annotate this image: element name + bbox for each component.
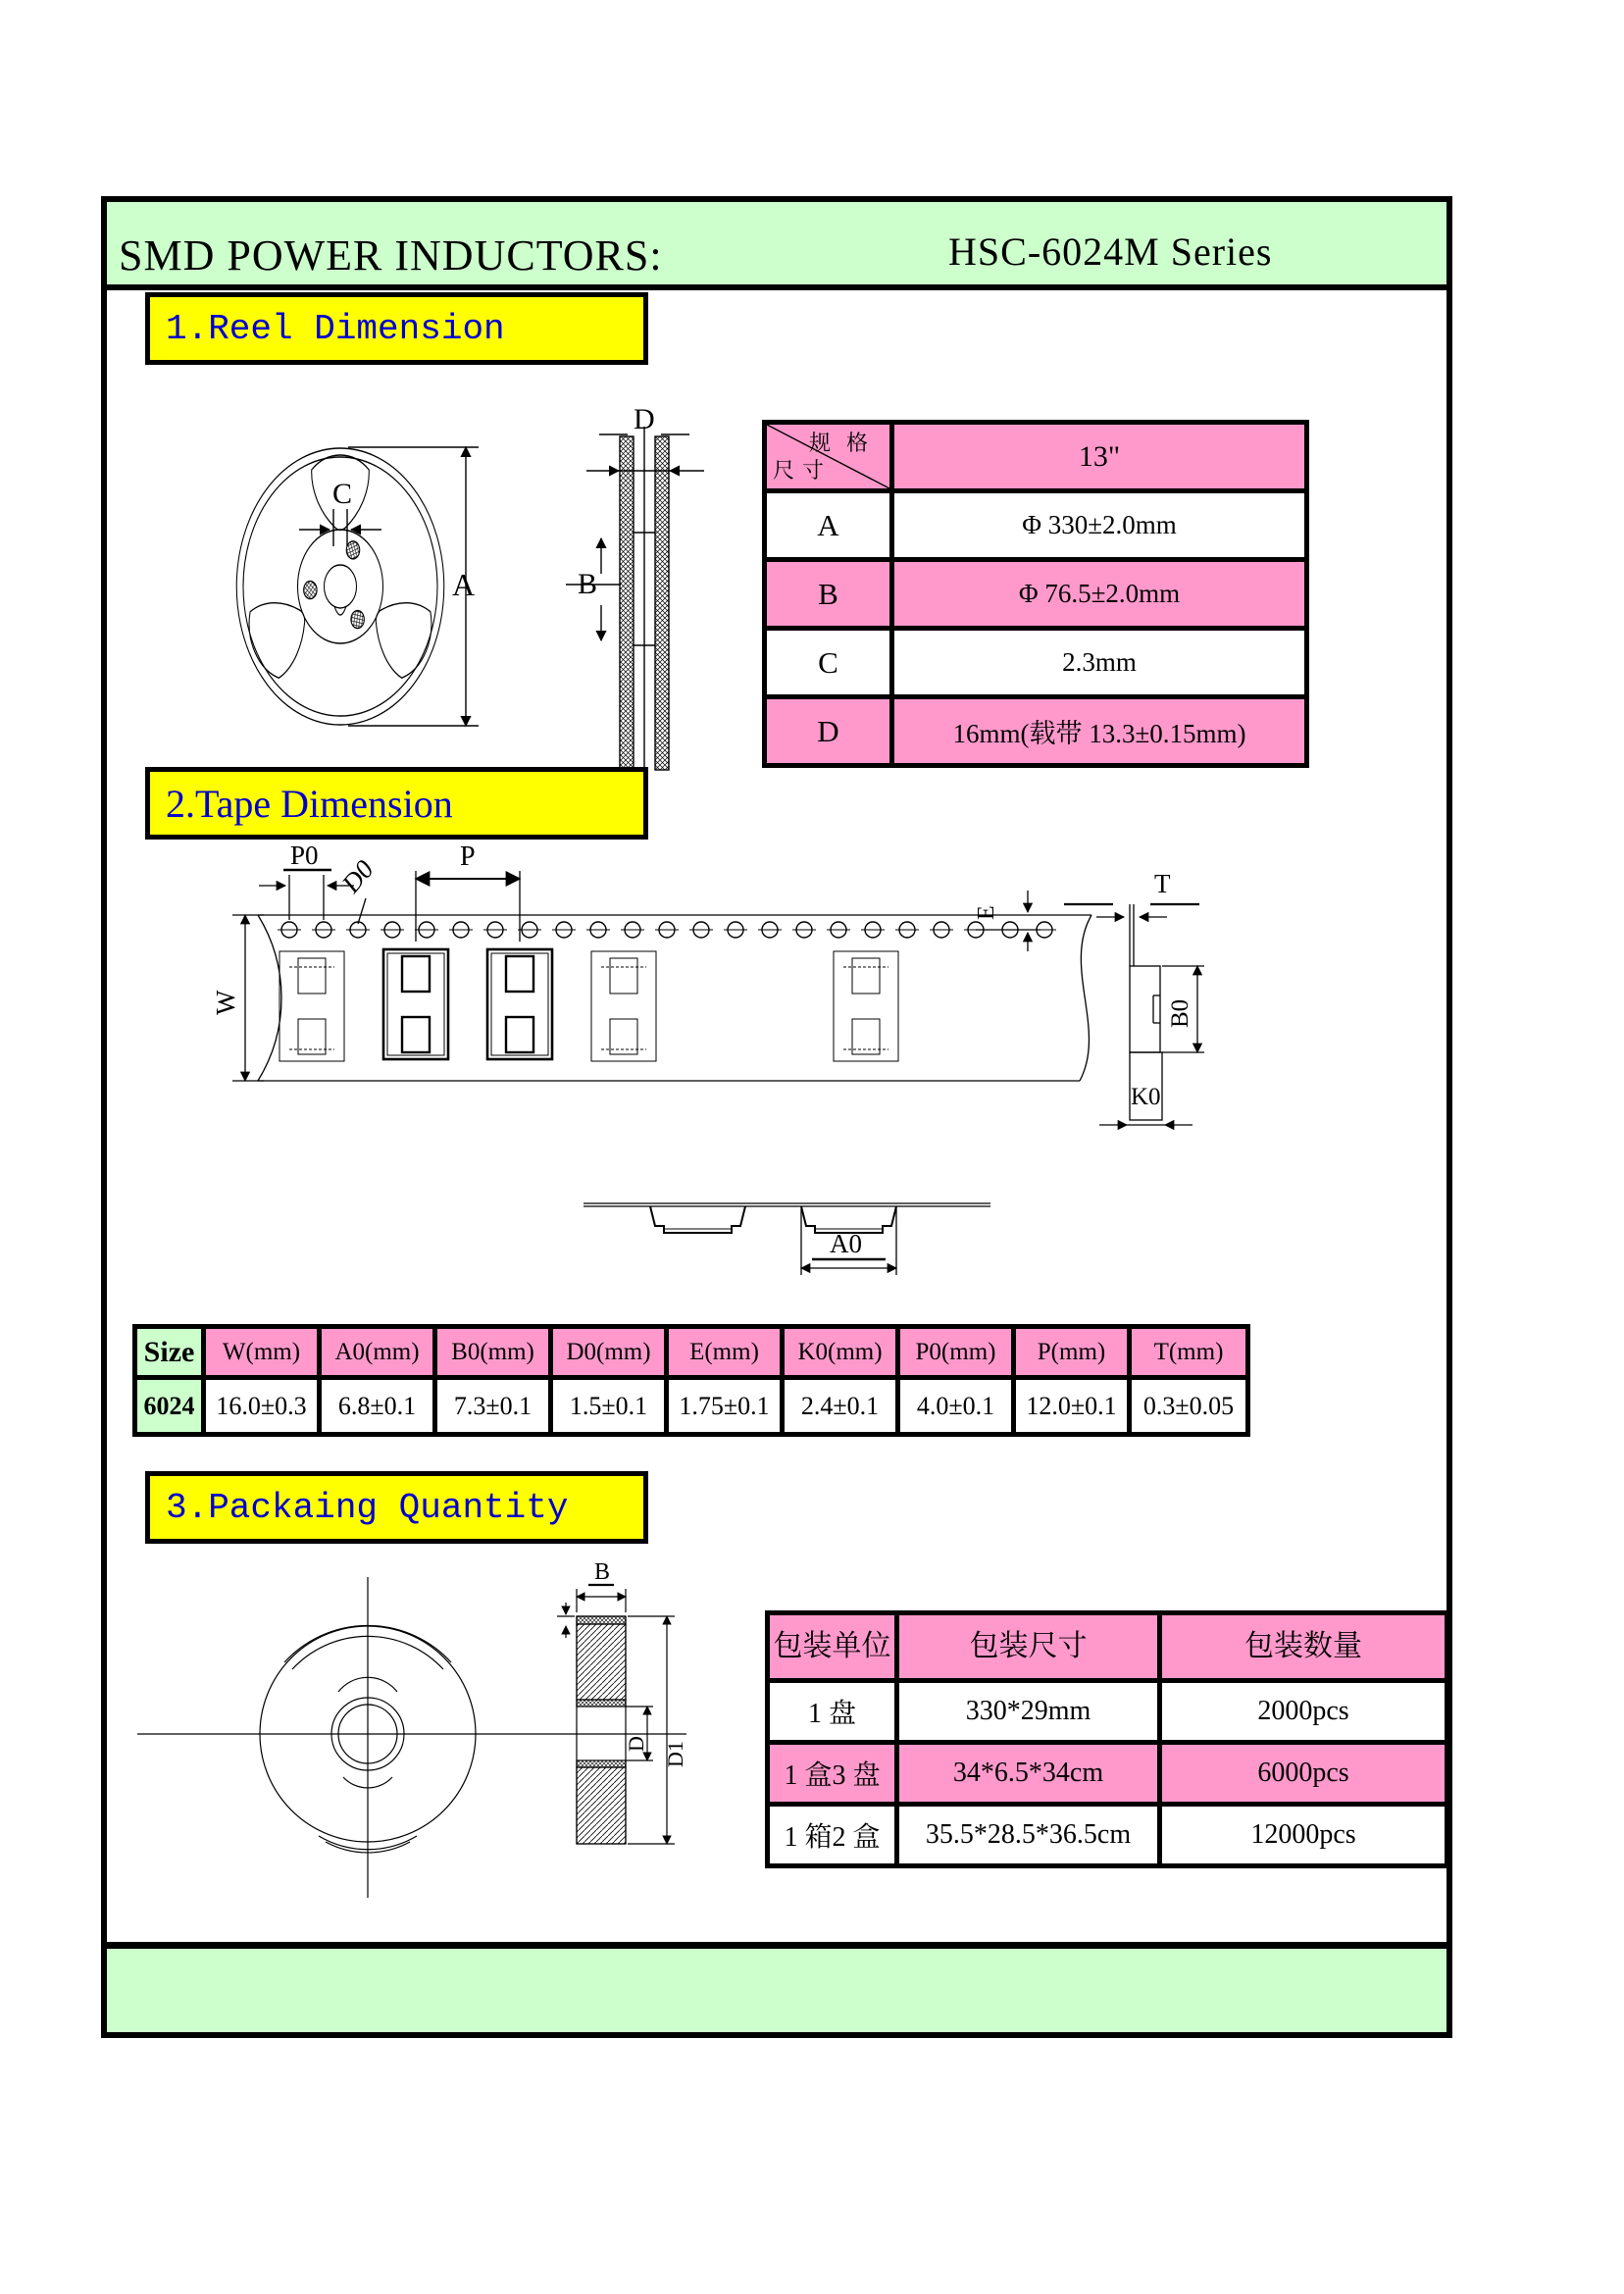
col-header-t: T(mm) [1130, 1327, 1248, 1378]
dim-label-b: B [578, 568, 598, 600]
row-value: 2.3mm [892, 629, 1307, 697]
packaging-side-view [557, 1585, 675, 1844]
row-label: A [765, 491, 892, 560]
packaging-header-row [768, 1613, 1447, 1681]
packaging-table [765, 1610, 1449, 1868]
cell-d0: 1.5±0.1 [551, 1378, 667, 1435]
cell-a0: 6.8±0.1 [320, 1378, 435, 1435]
col-header-size: Size [135, 1327, 204, 1378]
dim-label-p: P [460, 841, 476, 872]
tape-bottom-profile [584, 1203, 990, 1275]
corner-size-label: 尺寸 [773, 458, 833, 483]
dim-label-p0: P0 [290, 841, 319, 870]
section-3-title [145, 1471, 648, 1544]
col-header-p0: P0(mm) [898, 1327, 1014, 1378]
cell-qty: 12000pcs [1160, 1805, 1447, 1866]
col-header-k0: K0(mm) [783, 1327, 898, 1378]
dim-label-b: B [594, 1559, 611, 1585]
cell-p: 12.0±0.1 [1014, 1378, 1130, 1435]
section-2-label: 2.Tape Dimension [166, 781, 453, 826]
dim-label-a0: A0 [830, 1229, 862, 1258]
reel-size-header: 13" [892, 423, 1307, 491]
section-1-title [145, 292, 648, 365]
row-value: Φ 330±2.0mm [892, 491, 1307, 560]
packaging-diagram [137, 1559, 765, 1942]
dim-label-t: T [1154, 869, 1171, 898]
dim-label-d0: D0 [335, 854, 380, 898]
header-bar [107, 202, 1446, 290]
reel-table-corner-cell [765, 423, 892, 491]
cell-k0: 2.4±0.1 [783, 1378, 898, 1435]
cell-unit: 1 箱2 盒 [768, 1805, 897, 1866]
cell-size: 35.5*28.5*36.5cm [897, 1805, 1160, 1866]
row-label: B [765, 560, 892, 629]
cell-t: 0.3±0.05 [1130, 1378, 1248, 1435]
col-header-a0: A0(mm) [320, 1327, 435, 1378]
table-row [768, 1681, 1447, 1743]
reel-side-view [566, 427, 704, 776]
cell-p0: 4.0±0.1 [898, 1378, 1014, 1435]
cell-size: 6024 [135, 1378, 204, 1435]
size-table-header-row [135, 1327, 1248, 1378]
table-row [765, 560, 1307, 629]
dim-label-d1: D1 [663, 1741, 687, 1767]
col-header-qty: 包装数量 [1160, 1613, 1447, 1681]
footer-bar [107, 1942, 1446, 2032]
row-label: C [765, 629, 892, 697]
series-title: HSC-6024M Series [948, 229, 1273, 274]
table-row [768, 1805, 1447, 1866]
tape-size-table [132, 1324, 1250, 1437]
cell-qty: 2000pcs [1160, 1681, 1447, 1743]
cell-size: 34*6.5*34cm [897, 1743, 1160, 1805]
table-row [768, 1743, 1447, 1805]
col-header-size: 包装尺寸 [897, 1613, 1160, 1681]
col-header-p: P(mm) [1014, 1327, 1130, 1378]
dim-label-e: E [974, 905, 999, 920]
table-row [765, 629, 1307, 697]
cell-e: 1.75±0.1 [667, 1378, 783, 1435]
dim-label-c: C [332, 478, 353, 510]
cell-qty: 6000pcs [1160, 1743, 1447, 1805]
row-value: Φ 76.5±2.0mm [892, 560, 1307, 629]
col-header-e: E(mm) [667, 1327, 783, 1378]
col-header-b0: B0(mm) [435, 1327, 551, 1378]
cell-size: 330*29mm [897, 1681, 1160, 1743]
dim-label-w: W [211, 990, 240, 1015]
section-3-label: 3.Packaing Quantity [166, 1487, 569, 1528]
section-2-title [145, 767, 648, 840]
dim-label-d: D [624, 1736, 648, 1752]
cell-w: 16.0±0.3 [204, 1378, 320, 1435]
table-row [765, 697, 1307, 766]
reel-dimension-table [762, 420, 1309, 768]
row-label: D [765, 697, 892, 766]
datasheet-page [101, 196, 1452, 2038]
col-header-unit: 包装单位 [768, 1613, 897, 1681]
page-title: SMD POWER INDUCTORS: [119, 231, 663, 280]
col-header-w: W(mm) [204, 1327, 320, 1378]
cell-unit: 1 盘 [768, 1681, 897, 1743]
dim-label-d: D [634, 403, 655, 435]
table-row [765, 491, 1307, 560]
section-1-label: 1.Reel Dimension [166, 308, 505, 349]
cell-b0: 7.3±0.1 [435, 1378, 551, 1435]
tape-dimension-diagram [130, 843, 1405, 1334]
dim-label-k0: K0 [1131, 1084, 1161, 1110]
reel-dimension-diagram [140, 378, 748, 780]
corner-spec-label: 规格 [808, 431, 884, 455]
col-header-d0: D0(mm) [551, 1327, 667, 1378]
dim-label-a: A [452, 567, 476, 602]
size-table-value-row [135, 1378, 1248, 1435]
cell-unit: 1 盒3 盘 [768, 1743, 897, 1805]
dim-label-b0: B0 [1167, 998, 1193, 1028]
row-value: 16mm(载带 13.3±0.15mm) [892, 697, 1307, 766]
